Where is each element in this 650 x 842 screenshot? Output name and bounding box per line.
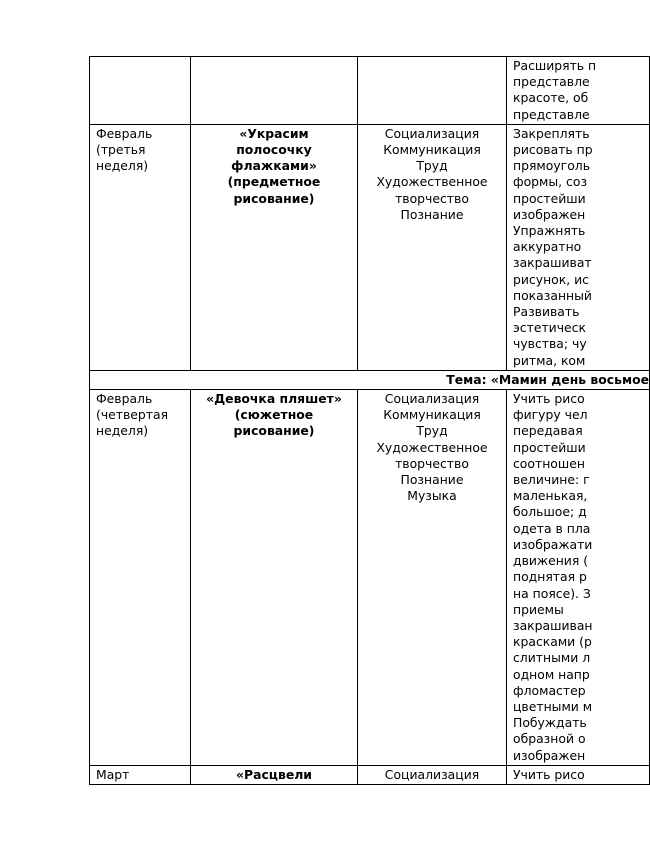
date-line: (четвертая (96, 407, 169, 423)
date-line: неделя) (96, 423, 149, 439)
goal-line: красоте, об (513, 90, 589, 106)
education-areas-cell (358, 765, 507, 784)
area-line: Труд (416, 423, 448, 439)
lesson-title-cell (191, 765, 358, 784)
goal-line: большое; д (513, 504, 587, 520)
goal-line: одном напр (513, 666, 590, 682)
goal-line: Учить рисо (513, 766, 585, 782)
education-areas-cell (358, 57, 507, 125)
area-line: творчество (395, 455, 469, 471)
area-line: Труд (416, 158, 448, 174)
goal-line: эстетическ (513, 320, 586, 336)
goal-line: закрашиват (513, 255, 592, 271)
table-row (90, 57, 650, 125)
goal-line: фигуру чел (513, 407, 588, 423)
goals-cell (507, 390, 650, 766)
goal-line: Развивать (513, 304, 580, 320)
goals-cell (507, 124, 650, 370)
date-line: Февраль (96, 125, 153, 141)
area-line: Социализация (384, 766, 480, 782)
goal-line: одета в пла (513, 520, 591, 536)
date-cell (90, 390, 191, 766)
title-line: рисование) (233, 423, 315, 439)
goal-line: Упражнять (513, 223, 586, 239)
date-line: (третья (96, 142, 146, 158)
goal-line: чувства; чу (513, 336, 587, 352)
date-cell (90, 124, 191, 370)
table-row (90, 765, 650, 784)
theme-row (90, 370, 650, 389)
goal-line: изображен (513, 747, 586, 763)
area-line: Социализация (384, 391, 480, 407)
goal-line: приемы (513, 601, 564, 617)
title-line: «Девочка пляшет» (206, 391, 342, 407)
goal-line: формы, соз (513, 174, 588, 190)
goal-line: слитными л (513, 650, 591, 666)
date-line: Март (96, 766, 130, 782)
lesson-plan-table (89, 56, 650, 785)
goal-line: Расширять п (513, 58, 597, 73)
title-line: «Расцвели (236, 766, 312, 782)
goal-line: цветными м (513, 698, 593, 714)
goal-line: рисовать пр (513, 142, 593, 158)
title-line: полосочку (236, 142, 312, 158)
goals-cell (507, 765, 650, 784)
area-line: Познание (400, 206, 464, 222)
goal-line: ритма, ком (513, 352, 586, 368)
area-line: Художественное (376, 439, 488, 455)
goal-line: фломастер (513, 682, 586, 698)
area-line: Художественное (376, 174, 488, 190)
goal-line: красками (р (513, 634, 592, 650)
goal-line: поднятая р (513, 569, 587, 585)
goal-line: закрашиван (513, 617, 593, 633)
table-row (90, 390, 650, 766)
goals-cell (507, 57, 650, 125)
education-areas-cell (358, 124, 507, 370)
goal-line: показанный (513, 287, 592, 303)
title-line: флажками» (231, 158, 317, 174)
goal-line: аккуратно (513, 239, 582, 255)
goal-line: величине: г (513, 472, 590, 488)
date-cell (90, 57, 191, 125)
date-cell (90, 765, 191, 784)
date-line: Февраль (96, 391, 153, 407)
date-line: неделя) (96, 158, 149, 174)
area-line: Познание (400, 472, 464, 488)
goal-line: представле (513, 106, 590, 122)
table-body (90, 57, 650, 785)
goal-line: простейши (513, 439, 586, 455)
title-line: «Украсим (239, 125, 309, 141)
lesson-title-cell (191, 124, 358, 370)
title-line: рисование) (233, 190, 315, 206)
lesson-title-cell (191, 57, 358, 125)
area-line: Коммуникация (383, 407, 481, 423)
goal-line: на поясе). З (513, 585, 591, 601)
theme-heading: Тема: «Мамин день восьмое (446, 371, 649, 387)
goal-line: Закреплять (513, 125, 590, 141)
goal-line: изображати (513, 536, 593, 552)
goal-line: соотношен (513, 455, 585, 471)
goal-line: Побуждать (513, 715, 587, 731)
table-row (90, 124, 650, 370)
area-line: Коммуникация (383, 142, 481, 158)
goal-line: передавая (513, 423, 583, 439)
goal-line: представле (513, 74, 590, 90)
goal-line: простейши (513, 190, 586, 206)
goal-line: образной о (513, 731, 586, 747)
goal-line: рисунок, ис (513, 271, 589, 287)
title-line: (сюжетное (234, 407, 314, 423)
education-areas-cell (358, 390, 507, 766)
goal-line: изображен (513, 206, 586, 222)
lesson-title-cell (191, 390, 358, 766)
goal-line: прямоуголь (513, 158, 590, 174)
theme-cell (90, 370, 650, 389)
goal-line: Учить рисо (513, 391, 585, 407)
goal-line: маленькая, (513, 488, 588, 504)
area-line: Музыка (407, 488, 457, 504)
area-line: Социализация (384, 125, 480, 141)
area-line: творчество (395, 190, 469, 206)
goal-line: движения ( (513, 553, 589, 569)
title-line: (предметное (227, 174, 321, 190)
